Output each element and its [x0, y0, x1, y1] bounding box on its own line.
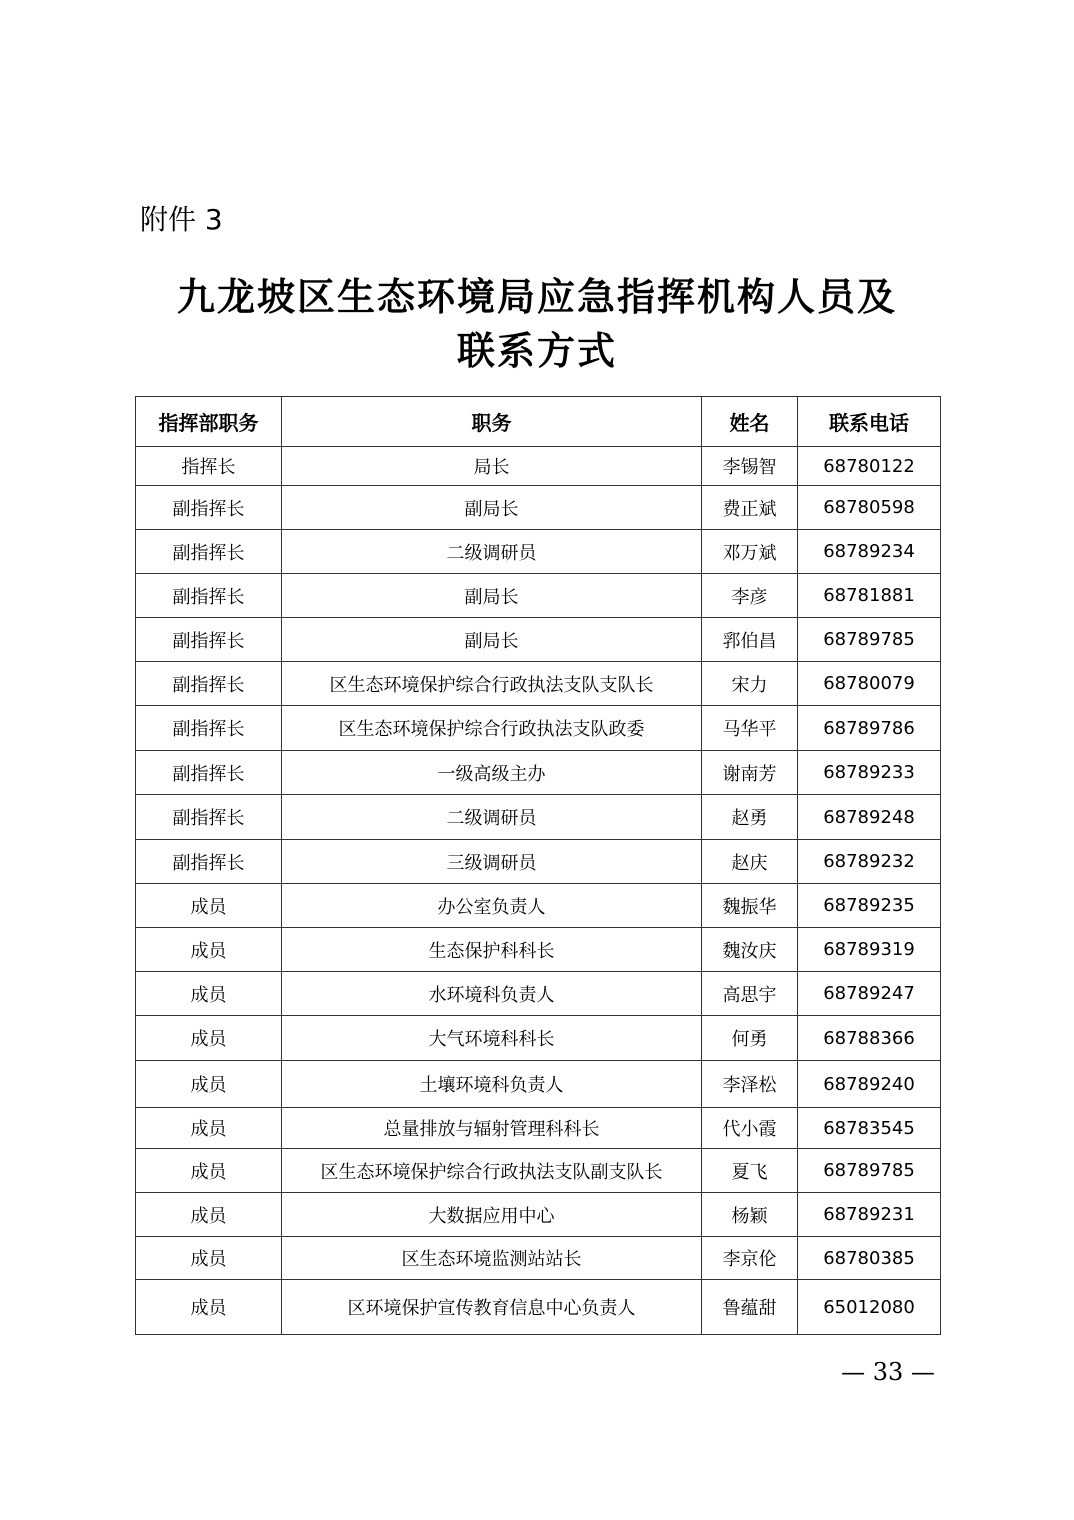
cell-phone: 68780122 [798, 447, 941, 486]
cell-command-role: 副指挥长 [136, 751, 282, 795]
cell-phone: 68789786 [798, 706, 941, 751]
cell-name: 赵勇 [702, 795, 798, 840]
table-row [136, 840, 941, 884]
cell-position: 副局长 [282, 486, 702, 530]
cell-phone: 68789248 [798, 795, 941, 840]
cell-phone: 68780385 [798, 1237, 941, 1280]
table-row [136, 1061, 941, 1108]
cell-name: 邓万斌 [702, 530, 798, 574]
header-position: 职务 [282, 397, 702, 447]
cell-name: 谢南芳 [702, 751, 798, 795]
cell-name: 魏振华 [702, 884, 798, 928]
document-title-line-1: 九龙坡区生态环境局应急指挥机构人员及 [176, 275, 897, 319]
cell-position: 区生态环境保护综合行政执法支队副支队长 [282, 1149, 702, 1193]
cell-command-role: 成员 [136, 1193, 282, 1237]
cell-name: 何勇 [702, 1016, 798, 1061]
cell-phone: 68789247 [798, 972, 941, 1016]
cell-command-role: 副指挥长 [136, 486, 282, 530]
cell-phone: 68789233 [798, 751, 941, 795]
cell-command-role: 副指挥长 [136, 795, 282, 840]
cell-position: 区生态环境保护综合行政执法支队政委 [282, 706, 702, 751]
cell-position: 二级调研员 [282, 530, 702, 574]
table-header-row [136, 397, 941, 447]
cell-command-role: 副指挥长 [136, 840, 282, 884]
header-command-role: 指挥部职务 [136, 397, 282, 447]
cell-command-role: 副指挥长 [136, 706, 282, 751]
table-row [136, 706, 941, 751]
cell-command-role: 成员 [136, 884, 282, 928]
cell-position: 区生态环境保护综合行政执法支队支队长 [282, 662, 702, 706]
cell-name: 高思宇 [702, 972, 798, 1016]
cell-phone: 68789785 [798, 618, 941, 662]
cell-phone: 68789319 [798, 928, 941, 972]
cell-phone: 65012080 [798, 1280, 941, 1335]
cell-command-role: 副指挥长 [136, 530, 282, 574]
table-row [136, 618, 941, 662]
table-row [136, 1108, 941, 1149]
cell-command-role: 成员 [136, 928, 282, 972]
cell-name: 李锡智 [702, 447, 798, 486]
cell-position: 三级调研员 [282, 840, 702, 884]
cell-position: 二级调研员 [282, 795, 702, 840]
document-title-line-2: 联系方式 [456, 329, 617, 373]
cell-position: 办公室负责人 [282, 884, 702, 928]
cell-name: 魏汝庆 [702, 928, 798, 972]
cell-position: 水环境科负责人 [282, 972, 702, 1016]
cell-name: 夏飞 [702, 1149, 798, 1193]
cell-name: 李京伦 [702, 1237, 798, 1280]
cell-phone: 68789232 [798, 840, 941, 884]
cell-phone: 68780598 [798, 486, 941, 530]
cell-command-role: 成员 [136, 972, 282, 1016]
cell-position: 区生态环境监测站站长 [282, 1237, 702, 1280]
table-row [136, 795, 941, 840]
cell-position: 一级高级主办 [282, 751, 702, 795]
cell-phone: 68789785 [798, 1149, 941, 1193]
table-row [136, 662, 941, 706]
contacts-table [135, 396, 941, 1335]
cell-name: 杨颖 [702, 1193, 798, 1237]
cell-position: 副局长 [282, 618, 702, 662]
cell-command-role: 副指挥长 [136, 618, 282, 662]
table-row [136, 1193, 941, 1237]
cell-name: 鲁蕴甜 [702, 1280, 798, 1335]
table-row [136, 884, 941, 928]
table-row [136, 574, 941, 618]
cell-position: 生态保护科科长 [282, 928, 702, 972]
page-number: — 33 — [841, 1358, 935, 1386]
cell-phone: 68789235 [798, 884, 941, 928]
cell-phone: 68789231 [798, 1193, 941, 1237]
cell-position: 副局长 [282, 574, 702, 618]
table-row [136, 1149, 941, 1193]
cell-phone: 68781881 [798, 574, 941, 618]
table-row [136, 447, 941, 486]
cell-position: 区环境保护宣传教育信息中心负责人 [282, 1280, 702, 1335]
attachment-label: 附件 3 [140, 203, 223, 236]
cell-command-role: 成员 [136, 1061, 282, 1108]
table-row [136, 1016, 941, 1061]
cell-name: 马华平 [702, 706, 798, 751]
cell-name: 郛伯昌 [702, 618, 798, 662]
header-phone: 联系电话 [798, 397, 941, 447]
cell-position: 局长 [282, 447, 702, 486]
table-row [136, 972, 941, 1016]
cell-phone: 68788366 [798, 1016, 941, 1061]
table-row [136, 751, 941, 795]
cell-phone: 68789240 [798, 1061, 941, 1108]
contacts-table-body [136, 447, 941, 1335]
table-row [136, 1237, 941, 1280]
cell-phone: 68789234 [798, 530, 941, 574]
cell-command-role: 副指挥长 [136, 574, 282, 618]
cell-name: 宋力 [702, 662, 798, 706]
cell-position: 总量排放与辐射管理科科长 [282, 1108, 702, 1149]
cell-position: 大数据应用中心 [282, 1193, 702, 1237]
cell-command-role: 副指挥长 [136, 662, 282, 706]
cell-position: 大气环境科科长 [282, 1016, 702, 1061]
cell-command-role: 成员 [136, 1149, 282, 1193]
cell-command-role: 成员 [136, 1280, 282, 1335]
cell-name: 费正斌 [702, 486, 798, 530]
table-row [136, 1280, 941, 1335]
cell-name: 李泽松 [702, 1061, 798, 1108]
cell-command-role: 指挥长 [136, 447, 282, 486]
cell-phone: 68783545 [798, 1108, 941, 1149]
table-row [136, 530, 941, 574]
cell-position: 土壤环境科负责人 [282, 1061, 702, 1108]
cell-name: 代小霞 [702, 1108, 798, 1149]
table-row [136, 486, 941, 530]
cell-command-role: 成员 [136, 1016, 282, 1061]
cell-name: 赵庆 [702, 840, 798, 884]
header-name: 姓名 [702, 397, 798, 447]
table-row [136, 928, 941, 972]
cell-command-role: 成员 [136, 1237, 282, 1280]
cell-command-role: 成员 [136, 1108, 282, 1149]
cell-name: 李彦 [702, 574, 798, 618]
cell-phone: 68780079 [798, 662, 941, 706]
